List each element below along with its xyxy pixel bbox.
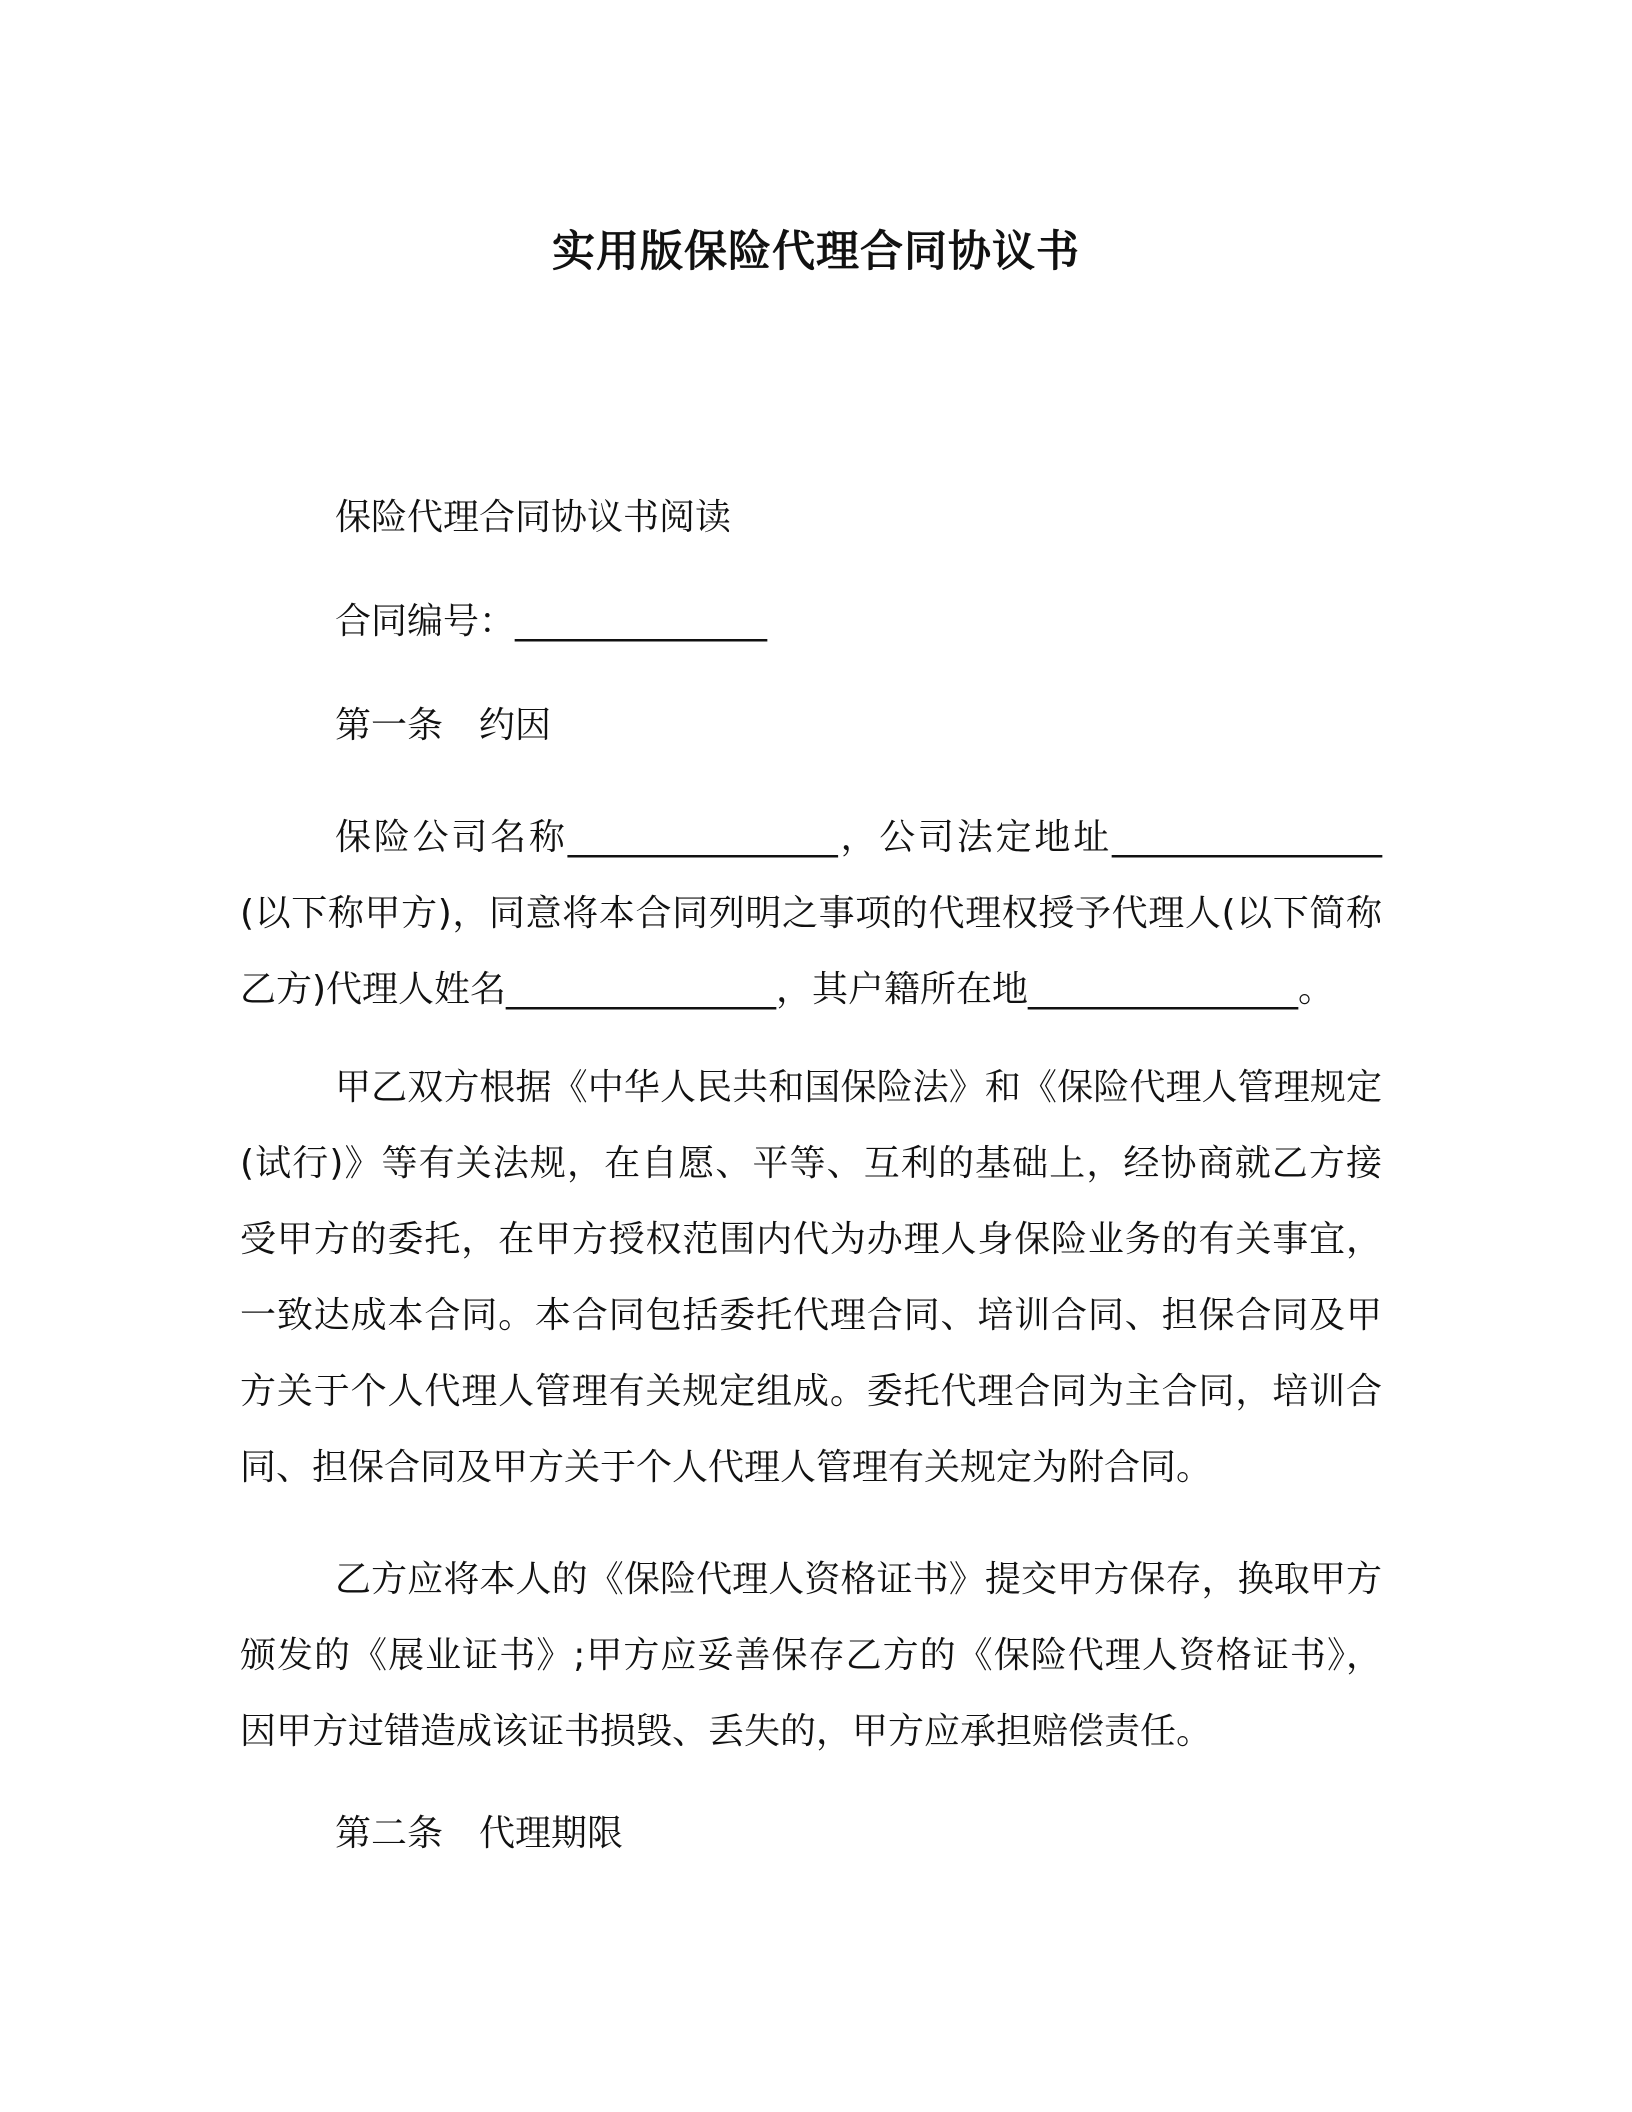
document-subtitle: 保险代理合同协议书阅读 bbox=[335, 497, 732, 538]
article-1-heading: 第一条 约因 bbox=[335, 705, 552, 746]
contract-number-line bbox=[335, 596, 767, 648]
paragraph-certificate: 乙方应将本人的《保险代理人资格证书》提交甲方保存，换取甲方颁发的《展业证书》;甲方应妥善保存乙方的《保险代理人资格证书》，因甲方过错造成该证书损毁、丢失的，甲方应承担赔偿责任。 bbox=[240, 1559, 1382, 1752]
contract-number-blank: ______________ bbox=[515, 601, 768, 642]
document-title: 实用版保险代理合同协议书 bbox=[552, 227, 1080, 277]
paragraph-basis: 甲乙双方根据《中华人民共和国保险法》和《保险代理人管理规定(试行)》等有关法规，在自愿、平等、互利的基础上，经协商就乙方接受甲方的委托，在甲方授权范围内代为办理人身保险业务的有关事宜，一致达成本合同。本合同包括委托代理合同、培训合同、担保合同及甲方关于个人代理人管理有关规定组成。委托代理合同为主合同，培训合同、担保合同及甲方关于个人代理人管理有关规定为附合同。 bbox=[240, 1067, 1382, 1488]
paragraph-parties: 保险公司名称_______________，公司法定地址_______________(以下称甲方)，同意将本合同列明之事项的代理权授予代理人(以下简称乙方)代理人姓名_______________，其户籍所在地_______________。 bbox=[240, 817, 1382, 1010]
article-2-heading: 第二条 代理期限 bbox=[335, 1813, 624, 1854]
contract-number-label: 合同编号： bbox=[335, 601, 516, 642]
